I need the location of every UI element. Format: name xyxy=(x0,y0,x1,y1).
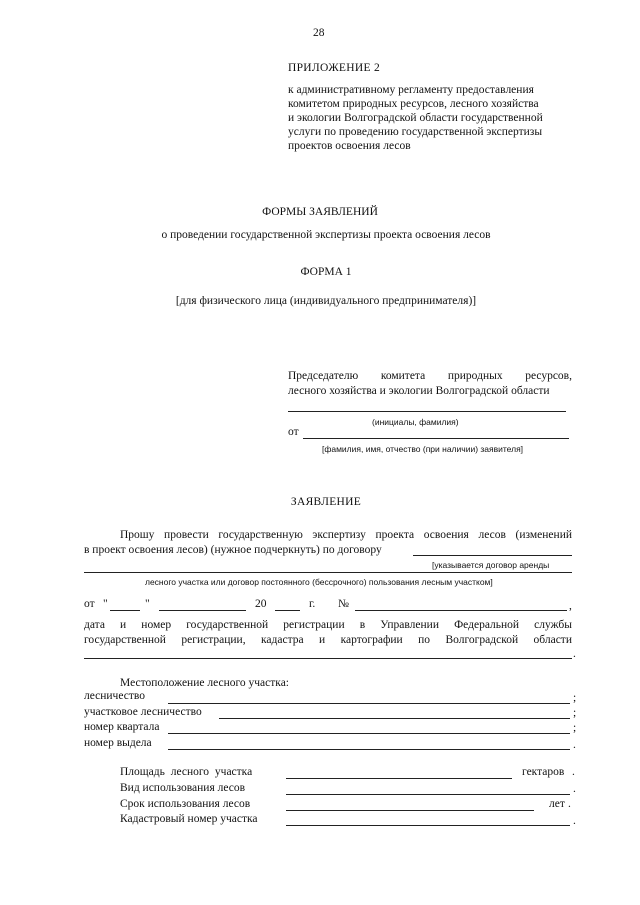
detail-label: Вид использования лесов xyxy=(120,782,246,794)
line-end: . xyxy=(568,798,571,810)
registration-line: государственной регистрации, кадастра и картографии по Волгоградской области xyxy=(84,634,572,646)
location-label: номер квартала xyxy=(84,721,160,733)
appendix-line: к административному регламенту предоставления xyxy=(288,84,534,96)
section-number-field[interactable] xyxy=(168,749,570,750)
year-prefix: 20 xyxy=(255,598,267,610)
addressee-line: Председателю комитета природных ресурсов, xyxy=(288,370,572,382)
line-end: ; xyxy=(573,692,577,704)
appendix-line: проектов освоения лесов xyxy=(288,140,411,152)
location-label: участковое лесничество xyxy=(84,706,202,718)
from-label: от xyxy=(288,426,299,438)
location-label: номер выдела xyxy=(84,737,152,749)
appendix-title: ПРИЛОЖЕНИЕ 2 xyxy=(288,62,381,74)
line-end: . xyxy=(573,783,576,795)
forms-title: ФОРМЫ ЗАЯВЛЕНИЙ xyxy=(262,206,378,218)
initials-field[interactable] xyxy=(288,411,566,412)
line-end: ; xyxy=(573,707,577,719)
location-title: Местоположение лесного участка: xyxy=(120,677,290,689)
form-note: [для физического лица (индивидуального предпринимателя)] xyxy=(175,295,477,307)
contract-field[interactable] xyxy=(413,555,572,556)
registration-field[interactable] xyxy=(84,658,572,659)
date-from-label: от xyxy=(84,598,95,610)
form-label: ФОРМА 1 xyxy=(300,266,352,278)
district-forestry-field[interactable] xyxy=(219,718,570,719)
location-label: лесничество xyxy=(84,690,145,702)
month-field[interactable] xyxy=(159,610,246,611)
line-end: . xyxy=(573,648,576,660)
appendix-line: услуги по проведению государственной экспертизы xyxy=(288,126,543,138)
detail-unit: лет xyxy=(549,798,565,810)
body-line: Прошу провести государственную экспертизу проекта освоения лесов (изменений xyxy=(120,529,572,541)
detail-label: Срок использования лесов xyxy=(120,798,251,810)
detail-unit: гектаров xyxy=(522,766,565,778)
appendix-line: и экологии Волгоградской области государственной xyxy=(288,112,543,124)
quote-open: " xyxy=(103,598,108,610)
number-sign: № xyxy=(338,598,349,610)
day-field[interactable] xyxy=(110,610,140,611)
quarter-number-field[interactable] xyxy=(168,733,570,734)
forms-subtitle: о проведении государственной экспертизы проекта освоения лесов xyxy=(161,229,491,241)
page-number: 28 xyxy=(313,27,325,39)
initials-caption: (инициалы, фамилия) xyxy=(372,417,459,427)
contract-field-2[interactable] xyxy=(84,572,572,573)
applicant-caption: [фамилия, имя, отчество (при наличии) заявителя] xyxy=(322,444,524,454)
line-end: . xyxy=(572,766,575,778)
appendix-line: комитетом природных ресурсов, лесного хозяйства xyxy=(288,98,539,110)
line-end: , xyxy=(569,600,572,612)
line-end: . xyxy=(573,739,576,751)
contract-caption: [указывается договор аренды xyxy=(432,560,550,570)
addressee-line: лесного хозяйства и экологии Волгоградской области xyxy=(288,385,550,397)
cadastral-number-field[interactable] xyxy=(286,825,570,826)
registration-line: дата и номер государственной регистрации в Управлении Федеральной службы xyxy=(84,619,572,631)
year-field[interactable] xyxy=(275,610,300,611)
contract-number-field[interactable] xyxy=(355,610,567,611)
area-field[interactable] xyxy=(286,778,512,779)
applicant-field[interactable] xyxy=(303,438,569,439)
detail-label: Кадастровый номер участка xyxy=(120,813,258,825)
usage-term-field[interactable] xyxy=(286,810,534,811)
body-line: в проект освоения лесов) (нужное подчеркнуть) по договору xyxy=(84,544,382,556)
quote-close: " xyxy=(145,598,150,610)
statement-title: ЗАЯВЛЕНИЕ xyxy=(290,496,362,508)
line-end: ; xyxy=(573,722,577,734)
line-end: . xyxy=(573,815,576,827)
contract-caption: лесного участка или договор постоянного (бессрочного) пользования лесным участком] xyxy=(145,577,493,587)
detail-label: Площадь лесного участка xyxy=(120,766,253,778)
forestry-field[interactable] xyxy=(168,703,570,704)
usage-type-field[interactable] xyxy=(286,794,570,795)
year-suffix: г. xyxy=(309,598,316,610)
